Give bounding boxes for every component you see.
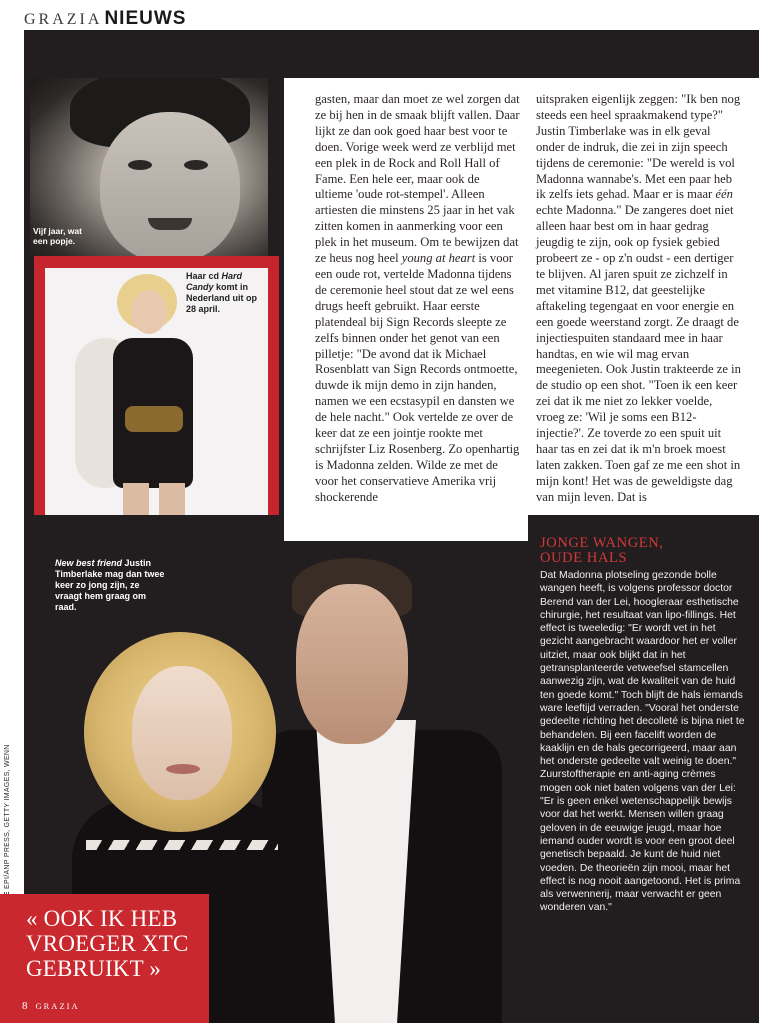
footer-brand: GRAZIA <box>35 1001 80 1011</box>
column-overlap <box>284 515 528 541</box>
pull-quote-text: « OOK IK HEB VROEGER XTC GEBRUIKT » <box>26 906 189 981</box>
page-number: 8 <box>22 1000 28 1012</box>
album-title: Hard Candy <box>186 271 243 292</box>
magazine-brand: GRAZIA <box>24 11 103 28</box>
page-header <box>24 8 186 30</box>
caption-best-friend: New best friend Justin Timberlake mag dan twee keer zo jong zijn, ze vraagt hem graag om raad. <box>55 558 165 612</box>
italic-phrase: young at heart <box>401 251 476 266</box>
article-column-2: uitspraken eigenlijk zeggen: "Ik ben nog steeds een heel spraakmakend type?" Justin Timberlake was in elk geval onder de indruk, die zei in zijn speech tijdens de ceremonie: "De wereld is vol Madonna wannabe's. Met een paar heb ik zelfs iets gehad. Maar er is maar één echte Madonna." De zangeres doet niet alleen haar best om in haar gedrag jeugdig te zijn, ook op fysiek gebied probeert ze - op z'n oudst - een dertiger te blijven. Al jaren spuit ze zichzelf in met vitamine B12, dat geestelijke aftakeling tegengaat en voor energie en een goede weerstand zorgt. Ze draagt de injectiespuiten standaard mee in haar handtas, en wie wil mag ervan meegenieten. Ook Justin trakteerde ze in de studio op een shot. "Toen ik een keer zei dat ik me niet zo lekker voelde, vroeg ze: 'Wil je soms een B12-injectie?'. Ze toverde zo een spuit uit haar tas en zei dat ik m'n broek moest laten zakken. Toen gaf ze me een shot in mijn kont! Het was de geweldigste dag van mijn leven. Dat is <box>536 92 741 504</box>
sidebar-title: JONGE WANGEN, OUDE HALS <box>540 535 664 566</box>
caption-hard-candy: Haar cd Hard Candy komt in Nederland uit op 28 april. <box>186 271 258 314</box>
pull-quote <box>0 894 209 996</box>
italic-phrase: één <box>715 187 733 202</box>
section-title: NIEUWS <box>104 8 187 29</box>
article-column-1: gasten, maar dan moet ze wel zorgen dat ze bij hen in de smaak blijft vallen. Daar lijkt ze dan ook goed haar best voor te doen. Vorige week werd ze verblijd met een plek in de Rock and Roll Hall of Fame. Een hele eer, maar ook de ultieme 'oude rot-stempel'. Alleen artiesten die minstens 25 jaar in het vak zitten komen in aanmerking voor een plek in het museum. Om te bewijzen dat ze heus nog heel young at heart is voor een oude rot, vertelde Madonna tijdens de ceremonie heel stout dat ze wel eens drugs heeft gebruikt. Haar eerste platendeal bij Sign Records sleepte ze zelfs binnen onder het genot van een pilletje: "De avond dat ik Michael Rosenblatt van Sign Records ontmoette, duwde ik mijn demo in zijn handen, namen we een ecstasypil en dansten we de hele nacht." Ook vertelde ze over de keer dat ze een jointje rookte met schrijfster Liz Rosenberg. Zo openhartig is Madonna zelden. Wilde ze met de voor het conservatieve Amerika vrij shockerende <box>315 92 520 504</box>
photo-credit: EPI/ANP PRESS, GETTY IMAGES, WENN <box>4 744 11 892</box>
sidebar-body: Dat Madonna plotseling gezonde bolle wangen heeft, is volgens professor doctor Berend van der Lei, hoogleraar esthetische chirurgie, het resultaat van lipo-fillings. Het effect is tweeledig: "Er wordt vet in het gezicht aangebracht waardoor het er voller uitziet, maar ook blijkt dat in het getransplanteerde vetweefsel stamcellen aanwezig zijn, wat de kwaliteit van de huid ten goede komt." Toch blijft de hals iemands ware leeftijd verraden. "Vooral het onderste gedeelte richting het decolleté is bijna niet te behandelen. Bij een facelift worden de kaaklijn en de hals gecorrigeerd, maar aan het onderste gedeelte valt weinig te doen." Zuurstoftherapie en anti-aging crèmes mogen ook niet baten volgens van der Lei: "Er is geen enkel wetenschappelijk bewijs voor dat het werkt. Mensen willen graag geloven in de eeuwige jeugd, maar hoe iemand ouder wordt is voor een groot deel genetisch bepaald. Je kunt de huid niet voeden. De theorieën zijn mooi, maar het effect is nog nooit aangetoond. Het is prima als verwennerij, maar verwacht er geen wonderen van." <box>540 570 745 914</box>
page-footer <box>22 1000 80 1012</box>
caption-childhood: Vijf jaar, wat een popje. <box>33 226 82 246</box>
